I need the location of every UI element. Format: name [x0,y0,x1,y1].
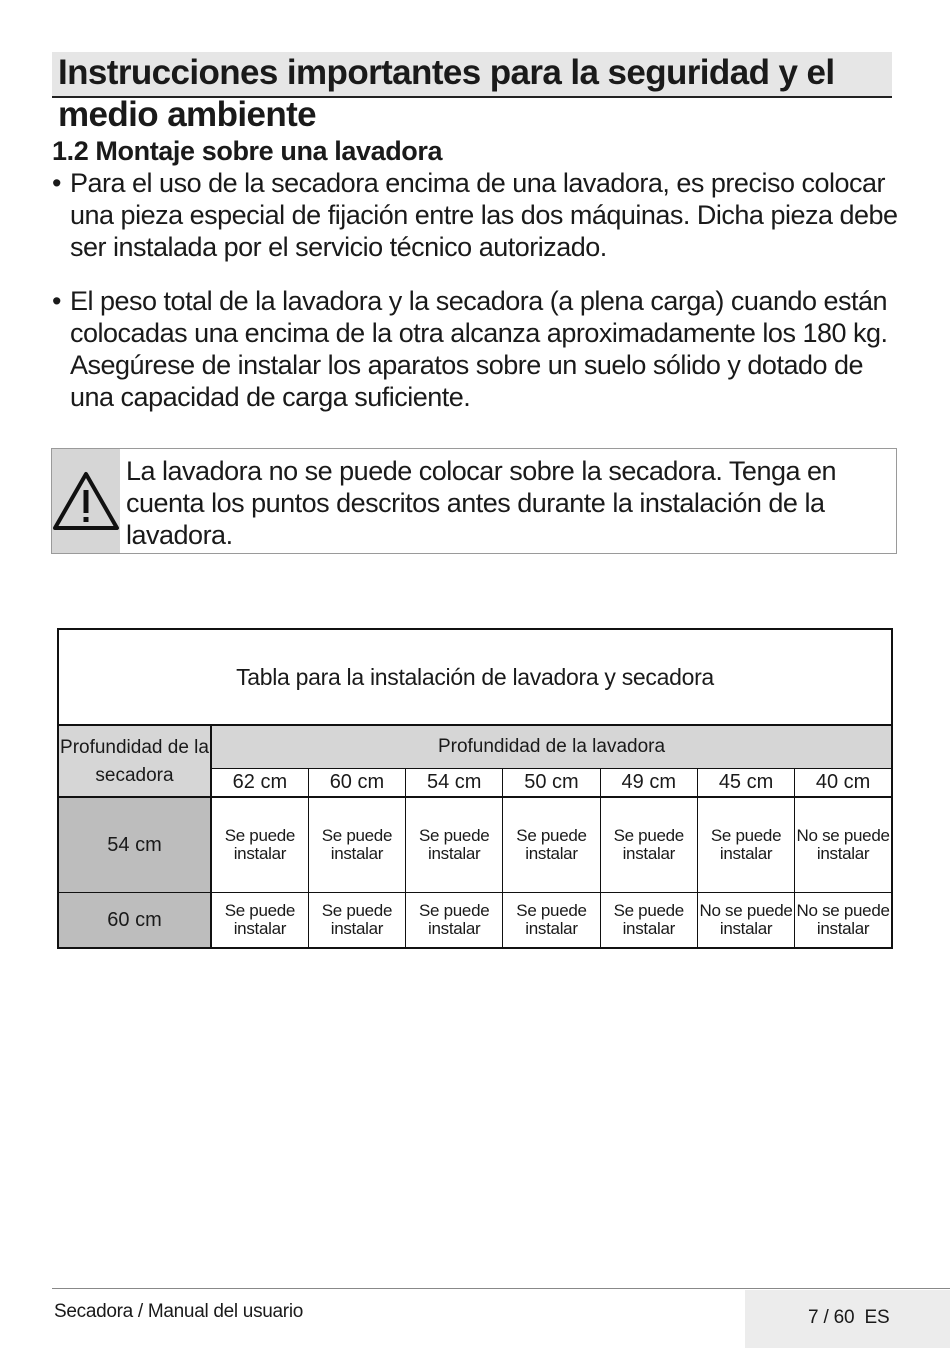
compatibility-cell: Se puede instalar [406,797,503,893]
bullet-dot-icon: • [52,286,61,316]
warning-text: La lavadora no se puede colocar sobre la secadora. Tenga en cuenta los puntos descritos antes durante la instalación de la lavadora. [126,456,837,550]
washer-depth-cell: 45 cm [697,769,794,798]
bullet-item [52,285,902,413]
footer-document-title: Secadora / Manual del usuario [54,1301,304,1322]
page-title: Instrucciones importantes para la seguridad y el medio ambiente [58,53,835,134]
compatibility-cell: No se puede instalar [697,893,794,949]
compatibility-cell: Se puede instalar [600,893,697,949]
compatibility-cell: No se puede instalar [795,893,892,949]
installation-table [57,628,893,949]
washer-depth-header: Profundidad de la lavadora [211,725,892,769]
compatibility-cell: Se puede instalar [503,893,600,949]
washer-depth-cell: 49 cm [600,769,697,798]
warning-triangle-icon [52,471,120,531]
dryer-depth-cell: 60 cm [58,893,211,949]
footer-page-number [808,1307,889,1329]
compatibility-cell: Se puede instalar [503,797,600,893]
table-row [58,797,892,893]
washer-depth-cell: 62 cm [211,769,308,798]
washer-depth-cell: 40 cm [795,769,892,798]
bullet-item [52,167,902,263]
table-caption: Tabla para la instalación de lavadora y secadora [58,629,892,725]
section-heading: 1.2 Montaje sobre una lavadora [52,136,443,166]
compatibility-cell: Se puede instalar [600,797,697,893]
language-code: ES [864,1307,890,1328]
compatibility-cell: Se puede instalar [211,797,308,893]
washer-depth-cell: 60 cm [308,769,405,798]
washer-depth-cell: 50 cm [503,769,600,798]
page-number: 7 / 60 [808,1307,855,1328]
compatibility-cell: Se puede instalar [406,893,503,949]
compatibility-cell: No se puede instalar [795,797,892,893]
compatibility-cell: Se puede instalar [308,893,405,949]
dryer-depth-cell: 54 cm [58,797,211,893]
bullet-text: Para el uso de la secadora encima de una lavadora, es preciso colocar una pieza especial de fijación entre las dos máquinas. Dicha pieza debe ser instalada por el servicio técnico autorizado. [70,168,898,262]
warning-box [51,448,897,554]
footer-divider [52,1288,950,1289]
bullet-list [52,167,902,435]
bullet-text: El peso total de la lavadora y la secadora (a plena carga) cuando están colocadas una encima de la otra alcanza aproximadamente los 180 kg. Asegúrese de instalar los aparatos sobre un suelo sólido y dotado de una capacidad de carga suficiente. [70,286,888,412]
bullet-dot-icon: • [52,168,61,198]
compatibility-cell: Se puede instalar [697,797,794,893]
compatibility-cell: Se puede instalar [211,893,308,949]
warning-icon-cell [52,449,120,553]
washer-depth-cell: 54 cm [406,769,503,798]
compatibility-cell: Se puede instalar [308,797,405,893]
table-row [58,893,892,949]
dryer-depth-header: Profundidad de la secadora [58,725,211,797]
